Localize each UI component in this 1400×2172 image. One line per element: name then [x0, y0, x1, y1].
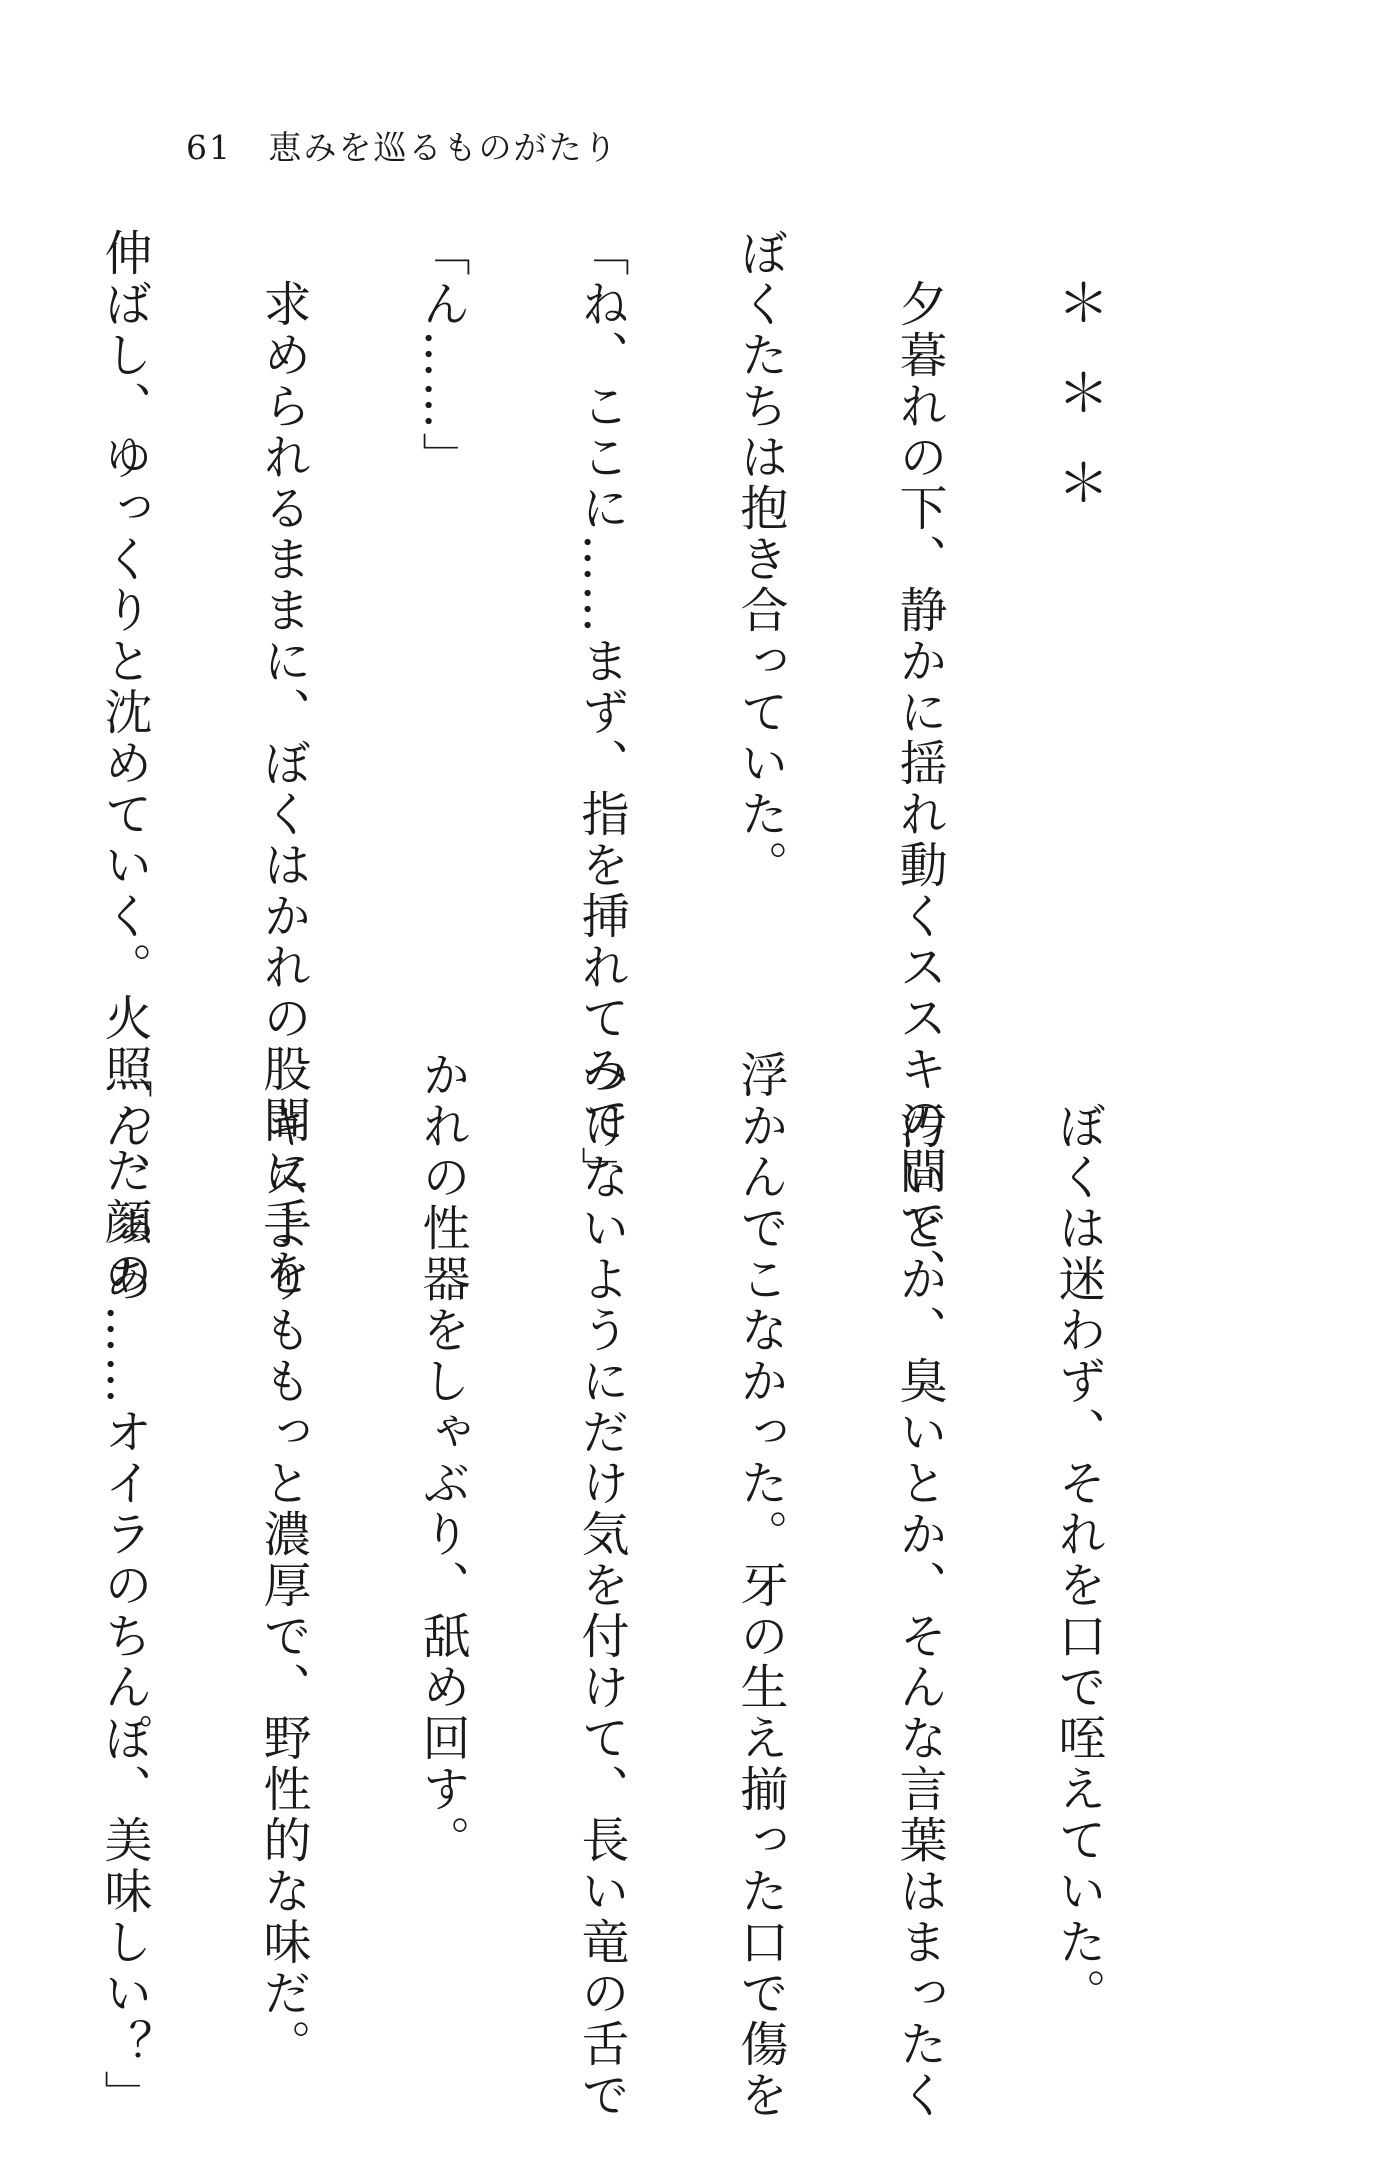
text-line: 伸ばし、ゆっくりと沈めていく。火照った顔の	[96, 228, 152, 1299]
text-line: 汚いとか、臭いとか、そんな言葉はまったく	[891, 1050, 947, 2121]
page-number: 61	[186, 128, 232, 167]
text-line: 夕暮れの下、静かに揺れ動くススキの間で、	[891, 228, 947, 1299]
text-line: ぼくは迷わず、それを口で咥えていた。	[1050, 1050, 1106, 2019]
text-line: 浮かんでこなかった。牙の生え揃った口で傷を	[732, 1050, 788, 2121]
page-header	[186, 128, 619, 168]
scene-break-asterisks: ＊＊＊	[1048, 276, 1108, 546]
text-block-top	[0, 228, 1210, 1299]
text-line: 求められるままに、ぼくはかれの股間に手を	[255, 228, 311, 1299]
text-line: 「ん、ぁあ……オイラのちんぽ、美味しい？」	[96, 1050, 152, 2121]
text-line: 「ね、ここに……まず、指を挿れてみて」	[573, 228, 629, 1197]
text-line: キスよりももっと濃厚で、野性的な味だ。	[255, 1050, 311, 2070]
text-line: ぼくたちは抱き合っていた。	[732, 228, 788, 891]
text-line: かれの性器をしゃぶり、舐め回す。	[414, 1050, 470, 1866]
text-line: 「ん……」	[414, 228, 470, 483]
text-line: つけないようにだけ気を付けて、長い竜の舌で	[573, 1050, 629, 2121]
running-title: 恵みを巡るものがたり	[268, 128, 619, 167]
text-block-bottom	[0, 1050, 1210, 2121]
